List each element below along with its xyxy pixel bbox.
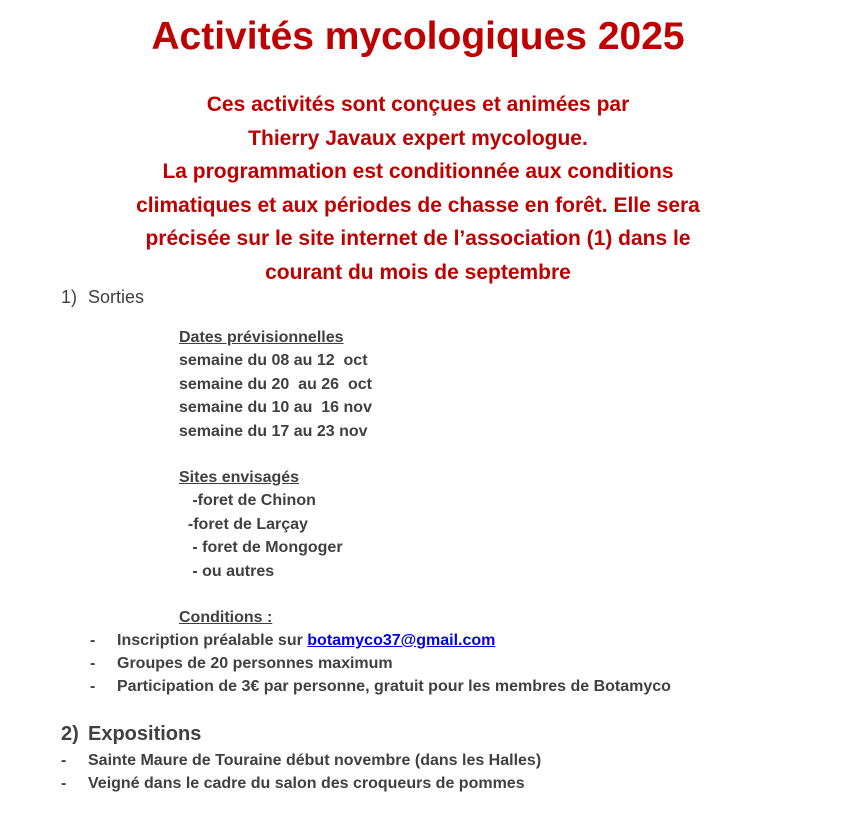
date-item: semaine du 08 au 12 oct bbox=[179, 352, 368, 370]
sites-block bbox=[179, 466, 343, 583]
sites-label: Sites envisagés bbox=[179, 469, 300, 486]
intro-line: précisée sur le site internet de l’association (1) dans le bbox=[145, 227, 691, 250]
section-number: 1) bbox=[61, 287, 78, 307]
page-title: Activités mycologiques 2025 bbox=[151, 15, 685, 58]
dates-label: Dates prévisionnelles bbox=[179, 329, 344, 346]
conditions-block bbox=[179, 606, 272, 629]
site-item: - ou autres bbox=[179, 562, 275, 580]
section-title: Expositions bbox=[88, 723, 202, 745]
list-item bbox=[90, 629, 671, 652]
condition-text: Inscription préalable sur bbox=[117, 632, 308, 649]
site-item: -foret de Larçay bbox=[179, 515, 308, 533]
intro-line: Ces activités sont conçues et animées par bbox=[206, 93, 630, 116]
conditions-label: Conditions : bbox=[179, 609, 273, 626]
intro-line: courant du mois de septembre bbox=[265, 260, 571, 284]
section-expositions-heading bbox=[61, 723, 201, 746]
site-item: - foret de Mongoger bbox=[179, 539, 343, 557]
exposition-text: Veigné dans le cadre du salon des croqueurs de pommes bbox=[88, 775, 525, 793]
list-bullet: - bbox=[61, 752, 67, 769]
intro-paragraph bbox=[10, 88, 826, 289]
list-item bbox=[61, 749, 541, 772]
list-bullet: - bbox=[90, 655, 96, 673]
list-bullet: - bbox=[61, 775, 67, 793]
date-item: semaine du 17 au 23 nov bbox=[179, 422, 368, 440]
intro-line: climatiques et aux périodes de chasse en forêt. Elle sera bbox=[136, 193, 700, 217]
email-link[interactable]: botamyco37@gmail.com bbox=[307, 632, 496, 649]
site-item: -foret de Chinon bbox=[179, 492, 316, 510]
dates-block bbox=[179, 326, 372, 443]
list-item bbox=[90, 652, 671, 675]
condition-text: Groupes de 20 personnes maximum bbox=[117, 655, 393, 673]
list-bullet: - bbox=[90, 678, 96, 696]
date-item: semaine du 20 au 26 oct bbox=[179, 375, 372, 393]
conditions-list bbox=[90, 629, 671, 699]
expositions-list bbox=[61, 749, 541, 795]
intro-line: La programmation est conditionnée aux conditions bbox=[162, 160, 674, 183]
exposition-text: Sainte Maure de Touraine début novembre (dans les Halles) bbox=[88, 752, 542, 769]
date-item: semaine du 10 au 16 nov bbox=[179, 399, 372, 417]
list-bullet: - bbox=[90, 632, 96, 649]
section-sorties-heading bbox=[61, 287, 144, 308]
intro-line: Thierry Javaux expert mycologue. bbox=[248, 126, 588, 150]
section-number: 2) bbox=[61, 723, 79, 745]
list-item bbox=[90, 675, 671, 698]
condition-text: Participation de 3€ par personne, gratuit pour les membres de Botamyco bbox=[117, 678, 671, 696]
section-title: Sorties bbox=[88, 287, 145, 307]
list-item bbox=[61, 772, 541, 795]
